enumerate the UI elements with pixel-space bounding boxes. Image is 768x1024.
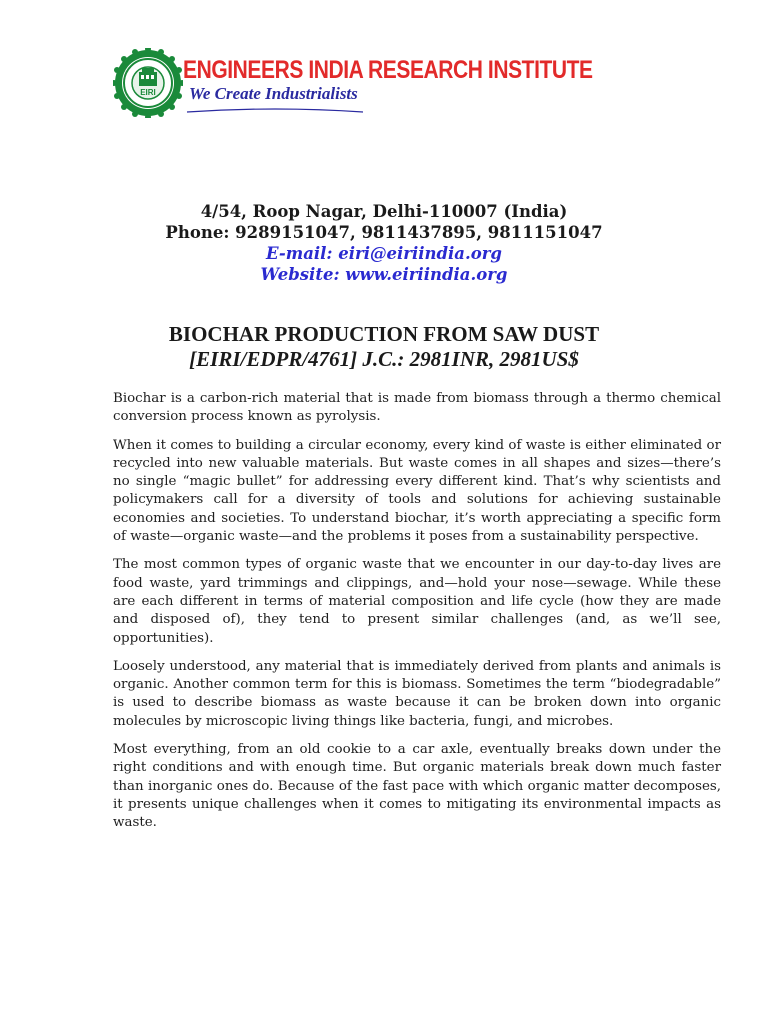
eiri-seal-logo: [113, 48, 183, 118]
contact-block: [0, 201, 768, 285]
letterhead: [113, 48, 593, 120]
brand-name: ENGINEERS INDIA RESEARCH INSTITUTE: [183, 56, 593, 84]
tagline-underline-swoosh: [185, 106, 365, 116]
paragraph: Biochar is a carbon-rich material that is made from biomass through a thermo chemical conversion process known as pyrolysis.: [113, 391, 721, 425]
paragraph: When it comes to building a circular economy, every kind of waste is either eliminated or recycled into new valuable materials. But waste comes in all shapes and sizes—there’s no single “magic bullet” for addressing every different kind. That’s why scientists and policymakers call for a diversity of tools and solutions for achieving sustainable economies and societies. To understand biochar, it’s worth appreciating a specific form of waste—organic waste—and the problems it poses from a sustainability perspective.: [113, 437, 721, 545]
paragraph: Loosely understood, any material that is immediately derived from plants and animals is organic. Another common term for this is biomass. Sometimes the term “biodegradable” is used to describe biomass as waste because it can be broken down into organic molecules by microscopic living things like bacteria, fungi, and microbes.: [113, 658, 721, 729]
paragraph: The most common types of organic waste that we encounter in our day-to-day lives are food waste, yard trimmings and clippings, and—hold your nose—sewage. While these are each different in terms of material composition and life cycle (how they are made and disposed of), they tend to present similar challenges (and, as we’ll see, opportunities).: [113, 557, 721, 646]
document-title: BIOCHAR PRODUCTION FROM SAW DUST: [168, 322, 600, 346]
paragraph: Most everything, from an old cookie to a car axle, eventually breaks down under the right conditions and with enough time. But organic materials break down much faster than inorganic ones do. Because of the fast pace with which organic matter decomposes, it presents unique challenges when it comes to mitigating its environmental impacts as waste.: [113, 742, 721, 831]
address: 4/54, Roop Nagar, Delhi-110007 (India): [200, 202, 568, 221]
phone-numbers: Phone: 9289151047, 9811437895, 9811151047: [165, 223, 603, 242]
document-reference: [EIRI/EDPR/4761] J.C.: 2981INR, 2981US$: [189, 347, 579, 371]
body-text: [113, 390, 721, 843]
brand-tagline: We Create Industrialists: [189, 84, 358, 103]
email-link[interactable]: E-mail: eiri@eiriindia.org: [266, 244, 502, 263]
website-link[interactable]: Website: www.eiriindia.org: [260, 265, 508, 284]
document-title-block: [0, 322, 768, 372]
svg-text:EIRI: EIRI: [140, 88, 156, 97]
